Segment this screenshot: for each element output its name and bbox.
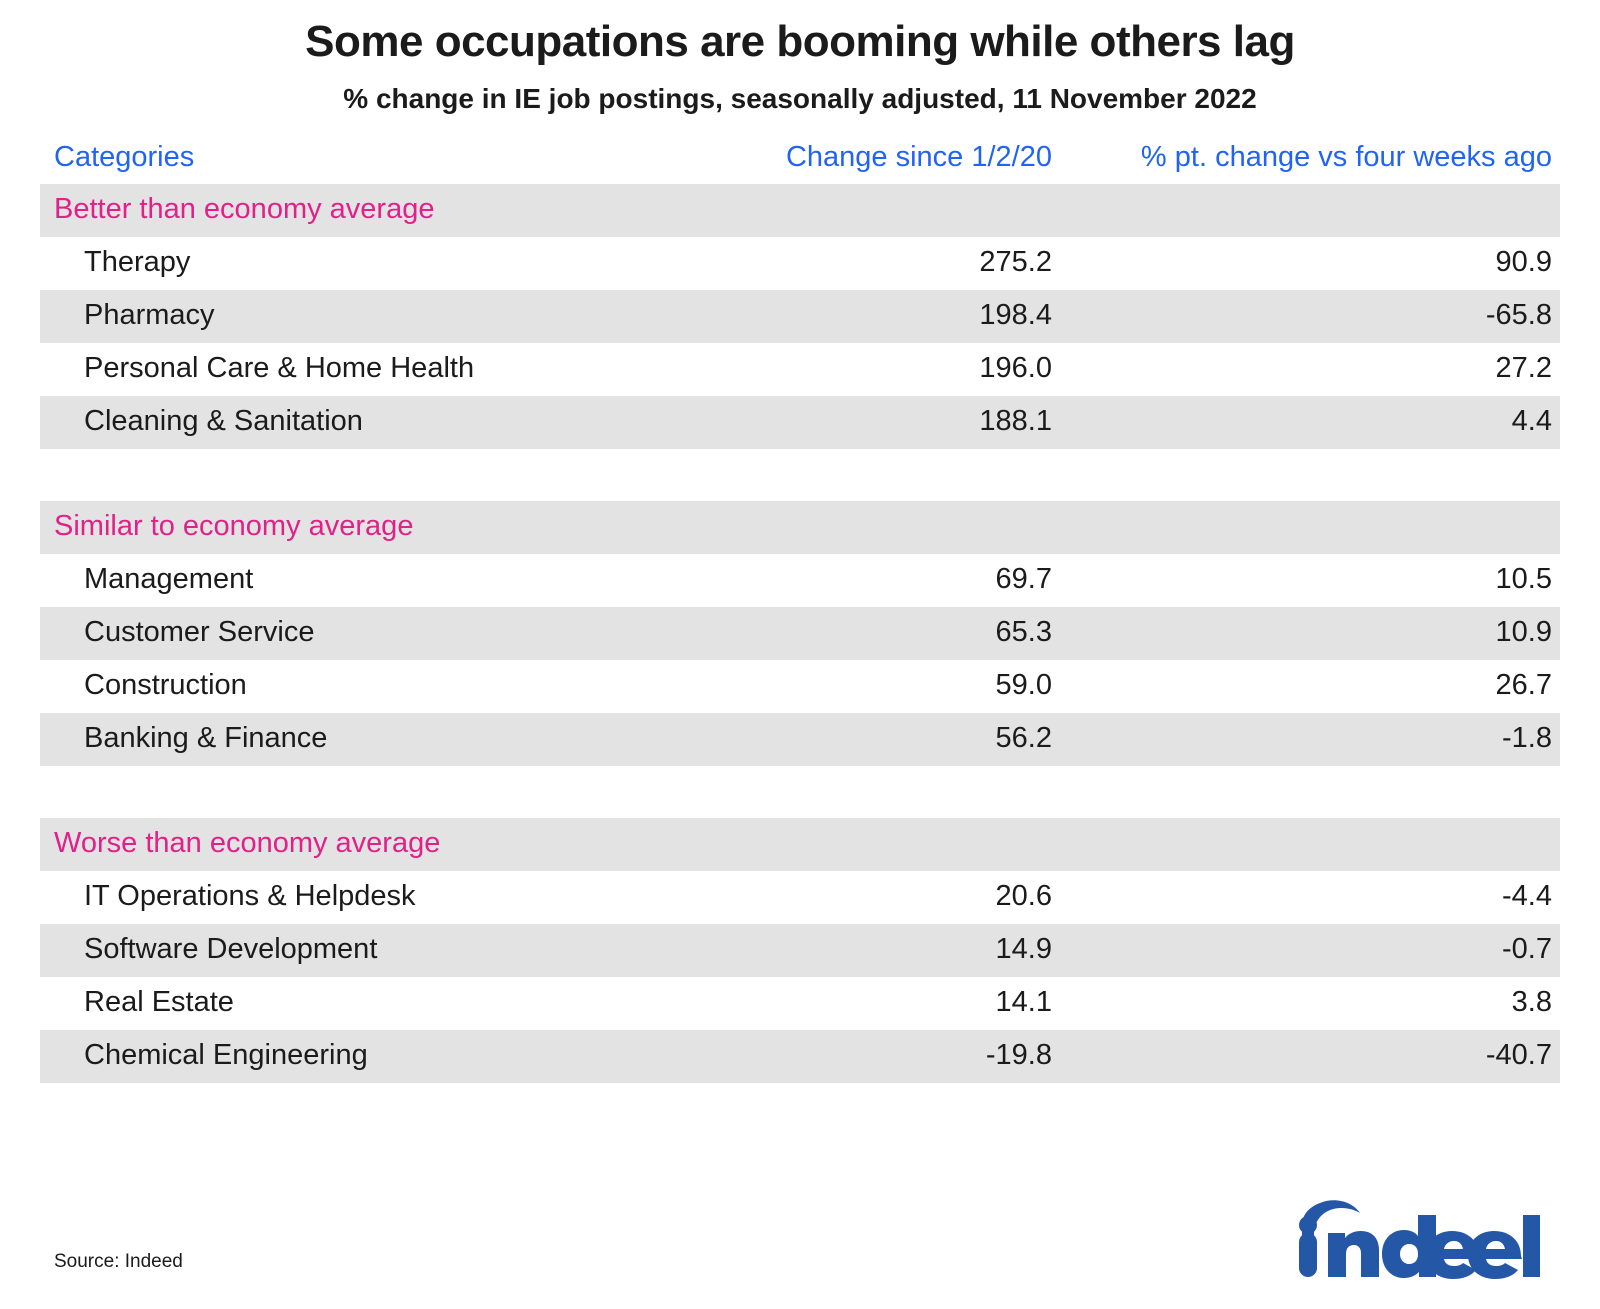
group-label: Better than economy average [40, 184, 1560, 237]
cell-change-since: 196.0 [979, 352, 1052, 385]
table-row [40, 977, 1560, 1030]
indeed-logo [1290, 1195, 1540, 1281]
cell-change-since: 198.4 [660, 290, 1060, 343]
cell-change-four-weeks: -4.4 [1502, 880, 1552, 913]
column-header-change-four-weeks: % pt. change vs four weeks ago [1140, 141, 1552, 174]
chart-container [0, 18, 1600, 1309]
table-row [40, 237, 1560, 290]
table-row [40, 554, 1560, 607]
cell-category: Real Estate [84, 986, 234, 1019]
table-header [40, 137, 1560, 184]
group-spacer [40, 449, 1560, 501]
cell-change-four-weeks: 10.9 [1060, 607, 1560, 660]
table-row [40, 713, 1560, 766]
cell-change-since: 56.2 [660, 713, 1060, 766]
table-row [40, 607, 1560, 660]
source-note: Source: Indeed [54, 1251, 183, 1272]
cell-change-since: 14.9 [660, 924, 1060, 977]
group-label: Worse than economy average [40, 818, 1560, 871]
table-row [40, 1030, 1560, 1083]
table-row [40, 396, 1560, 449]
spacer-cell [40, 766, 1560, 818]
cell-category: Banking & Finance [40, 713, 660, 766]
cell-change-since: 188.1 [660, 396, 1060, 449]
cell-change-since: 275.2 [979, 246, 1052, 279]
cell-category: Cleaning & Sanitation [40, 396, 660, 449]
cell-category: Construction [84, 669, 247, 702]
group-header-row [40, 501, 1560, 554]
table-row [40, 290, 1560, 343]
cell-change-four-weeks: -1.8 [1060, 713, 1560, 766]
cell-change-since: 65.3 [660, 607, 1060, 660]
table-row [40, 871, 1560, 924]
table-row [40, 924, 1560, 977]
cell-category: Chemical Engineering [40, 1030, 660, 1083]
cell-change-four-weeks: 27.2 [1495, 352, 1552, 385]
group-spacer [40, 766, 1560, 818]
cell-change-four-weeks: 26.7 [1495, 669, 1552, 702]
cell-change-four-weeks: -65.8 [1060, 290, 1560, 343]
cell-change-since: 20.6 [995, 880, 1052, 913]
table-body [40, 184, 1560, 1083]
cell-category: Personal Care & Home Health [84, 352, 475, 385]
group-header-row [40, 818, 1560, 871]
cell-category: Pharmacy [40, 290, 660, 343]
cell-change-since: -19.8 [660, 1030, 1060, 1083]
cell-change-since: 59.0 [995, 669, 1052, 702]
cell-change-four-weeks: 90.9 [1495, 246, 1552, 279]
occupations-table [40, 137, 1560, 1083]
group-label: Similar to economy average [40, 501, 1560, 554]
cell-change-four-weeks: 3.8 [1511, 986, 1552, 1019]
spacer-cell [40, 449, 1560, 501]
cell-category: Customer Service [40, 607, 660, 660]
cell-change-since: 14.1 [995, 986, 1052, 1019]
group-header-row [40, 184, 1560, 237]
column-header-categories: Categories [54, 141, 195, 174]
cell-category: Therapy [84, 246, 191, 279]
cell-change-four-weeks: 4.4 [1060, 396, 1560, 449]
table-row [40, 343, 1560, 396]
chart-subtitle: % change in IE job postings, seasonally adjusted, 11 November 2022 [343, 83, 1257, 115]
cell-change-four-weeks: 10.5 [1495, 563, 1552, 596]
column-header-change-since: Change since 1/2/20 [785, 141, 1052, 174]
cell-change-since: 69.7 [995, 563, 1052, 596]
table-row [40, 660, 1560, 713]
cell-category: IT Operations & Helpdesk [84, 880, 416, 913]
cell-category: Software Development [40, 924, 660, 977]
cell-change-four-weeks: -0.7 [1060, 924, 1560, 977]
chart-title: Some occupations are booming while others lag [305, 17, 1295, 66]
cell-change-four-weeks: -40.7 [1060, 1030, 1560, 1083]
cell-category: Management [84, 563, 254, 596]
